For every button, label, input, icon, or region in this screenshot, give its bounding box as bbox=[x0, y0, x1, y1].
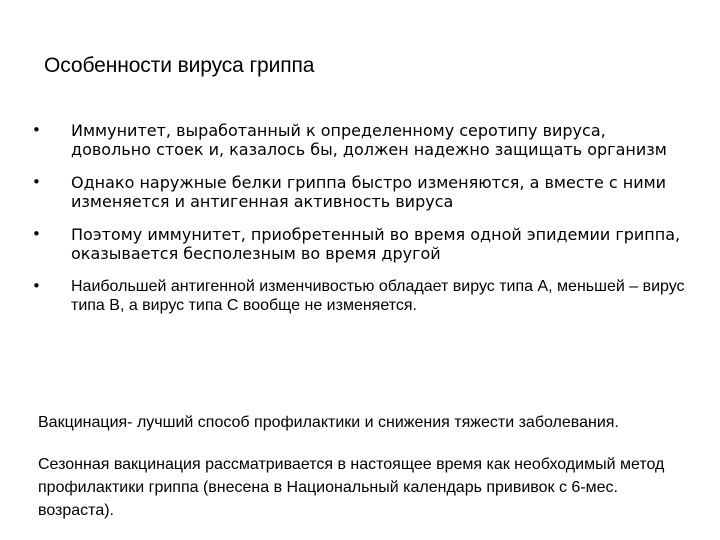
bullet-item bbox=[30, 225, 690, 263]
bullet-text: Наибольшей антигенной изменчивостью обладает вирус типа А, меньшей – вирус типа В, а вирус типа С вообще не изменяется. bbox=[71, 278, 685, 314]
note-paragraph: Сезонная вакцинация рассматривается в настоящее время как необходимый метод профилактики гриппа (внесена в Национальный календарь прививок с 6-мес. возраста). bbox=[38, 456, 665, 519]
bullet-dot-icon: • bbox=[32, 277, 41, 295]
bullet-dot-icon: • bbox=[32, 225, 41, 243]
note-paragraph: Вакцинация- лучший способ профилактики и снижения тяжести заболевания. bbox=[38, 414, 619, 431]
slide-title: Особенности вируса гриппа bbox=[44, 54, 315, 77]
bullet-text: Однако наружные белки гриппа быстро изменяются, а вместе с ними изменяется и антигенная активность вируса bbox=[71, 173, 667, 211]
bullet-dot-icon: • bbox=[32, 121, 41, 139]
bullet-list bbox=[30, 121, 690, 329]
notes-block bbox=[38, 411, 678, 522]
bullet-text: Поэтому иммунитет, приобретенный во время одной эпидемии гриппа, оказывается бесполезным во время другой bbox=[71, 225, 681, 263]
bullet-text: Иммунитет, выработанный к определенному серотипу вируса, довольно стоек и, казалось бы, должен надежно защищать организм bbox=[71, 121, 667, 159]
bullet-item bbox=[30, 121, 690, 159]
bullet-item bbox=[30, 277, 690, 315]
bullet-dot-icon: • bbox=[32, 173, 41, 191]
bullet-item bbox=[30, 173, 690, 211]
